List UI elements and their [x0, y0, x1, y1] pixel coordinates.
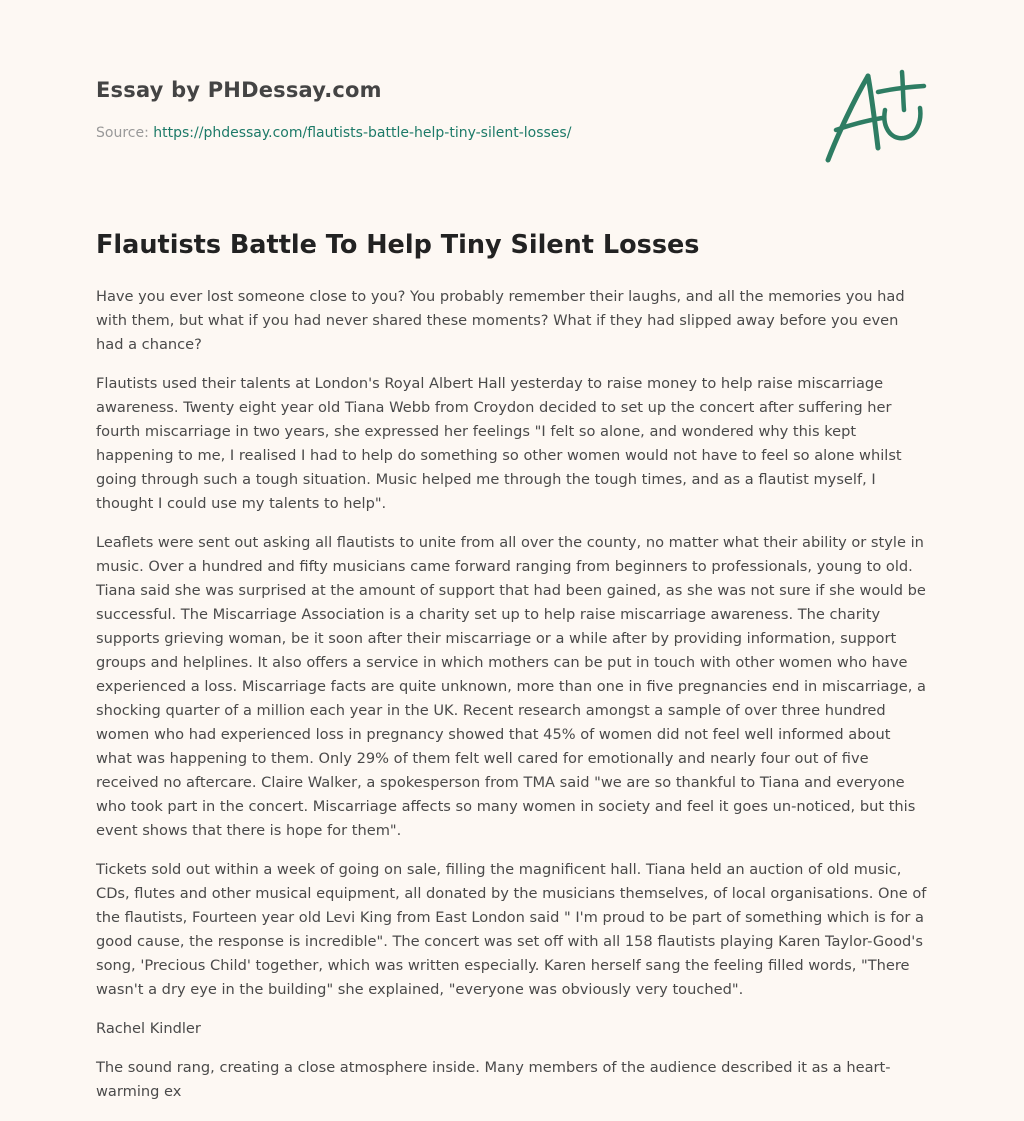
essay-paragraph: Have you ever lost someone close to you? You probably remember their laughs, and all the memories you had with them, but what if you had never shared these moments? What if they had slipped away before you even had a chance? [96, 288, 905, 353]
essay-title: Flautists Battle To Help Tiny Silent Losses [96, 230, 700, 260]
source-label: Source: [96, 125, 149, 141]
essay-body [96, 285, 928, 1119]
essay-paragraph: The sound rang, creating a close atmosphere inside. Many members of the audience described it as a heart-warming ex [96, 1059, 891, 1100]
essay-paragraph: Leaflets were sent out asking all flautists to unite from all over the county, no matter what their ability or style in music. Over a hundred and fifty musicians came forward ranging from beginners to professionals, young to old. Tiana said she was surprised at the amount of support that had been gained, as she was not sure if she would be successful. The Miscarriage Association is a charity set up to help raise miscarriage awareness. The charity supports grieving woman, be it soon after their miscarriage or a while after by providing information, support groups and helplines. It also offers a service in which mothers can be put in touch with other women who have experienced a loss. Miscarriage facts are quite unknown, more than one in five pregnancies end in miscarriage, a shocking quarter of a million each year in the UK. Recent research amongst a sample of over three hundred women who had experienced loss in pregnancy showed that 45% of women did not feel well informed about what was happening to them. Only 29% of them felt well cared for emotionally and nearly four out of five received no aftercare. Claire Walker, a spokesperson from TMA said "we are so thankful to Tiana and everyone who took part in the concert. Miscarriage affects so many women in society and feel it goes un-noticed, but this event shows that there is hope for them". [96, 534, 926, 839]
source-line [96, 123, 796, 143]
essay-author: Rachel Kindler [96, 1020, 201, 1037]
site-brand: Essay by PHDessay.com [96, 78, 382, 102]
essay-paragraph: Flautists used their talents at London's Royal Albert Hall yesterday to raise money to help raise miscarriage awareness. Twenty eight year old Tiana Webb from Croydon decided to set up the concert after suffering her fourth miscarriage in two years, she expressed her feelings "I felt so alone, and wondered why this kept happening to me, I realised I had to help do something so other women would not have to feel so alone whilst going through such a tough situation. Music helped me through the tough times, and as a flautist myself, I thought I could use my talents to help". [96, 375, 902, 512]
source-link[interactable]: https://phdessay.com/flautists-battle-help-tiny-silent-losses/ [153, 125, 572, 141]
a-plus-grade-icon [820, 68, 932, 166]
essay-header [96, 74, 796, 143]
essay-paragraph: Tickets sold out within a week of going on sale, filling the magnificent hall. Tiana held an auction of old music, CDs, flutes and other musical equipment, all donated by the musicians themselves, of local organisations. One of the flautists, Fourteen year old Levi King from East London said " I'm proud to be part of something which is for a good cause, the response is incredible". The concert was set off with all 158 flautists playing Karen Taylor-Good's song, 'Precious Child' together, which was written especially. Karen herself sang the feeling filled words, "There wasn't a dry eye in the building" she explained, "everyone was obviously very touched". [96, 861, 927, 998]
